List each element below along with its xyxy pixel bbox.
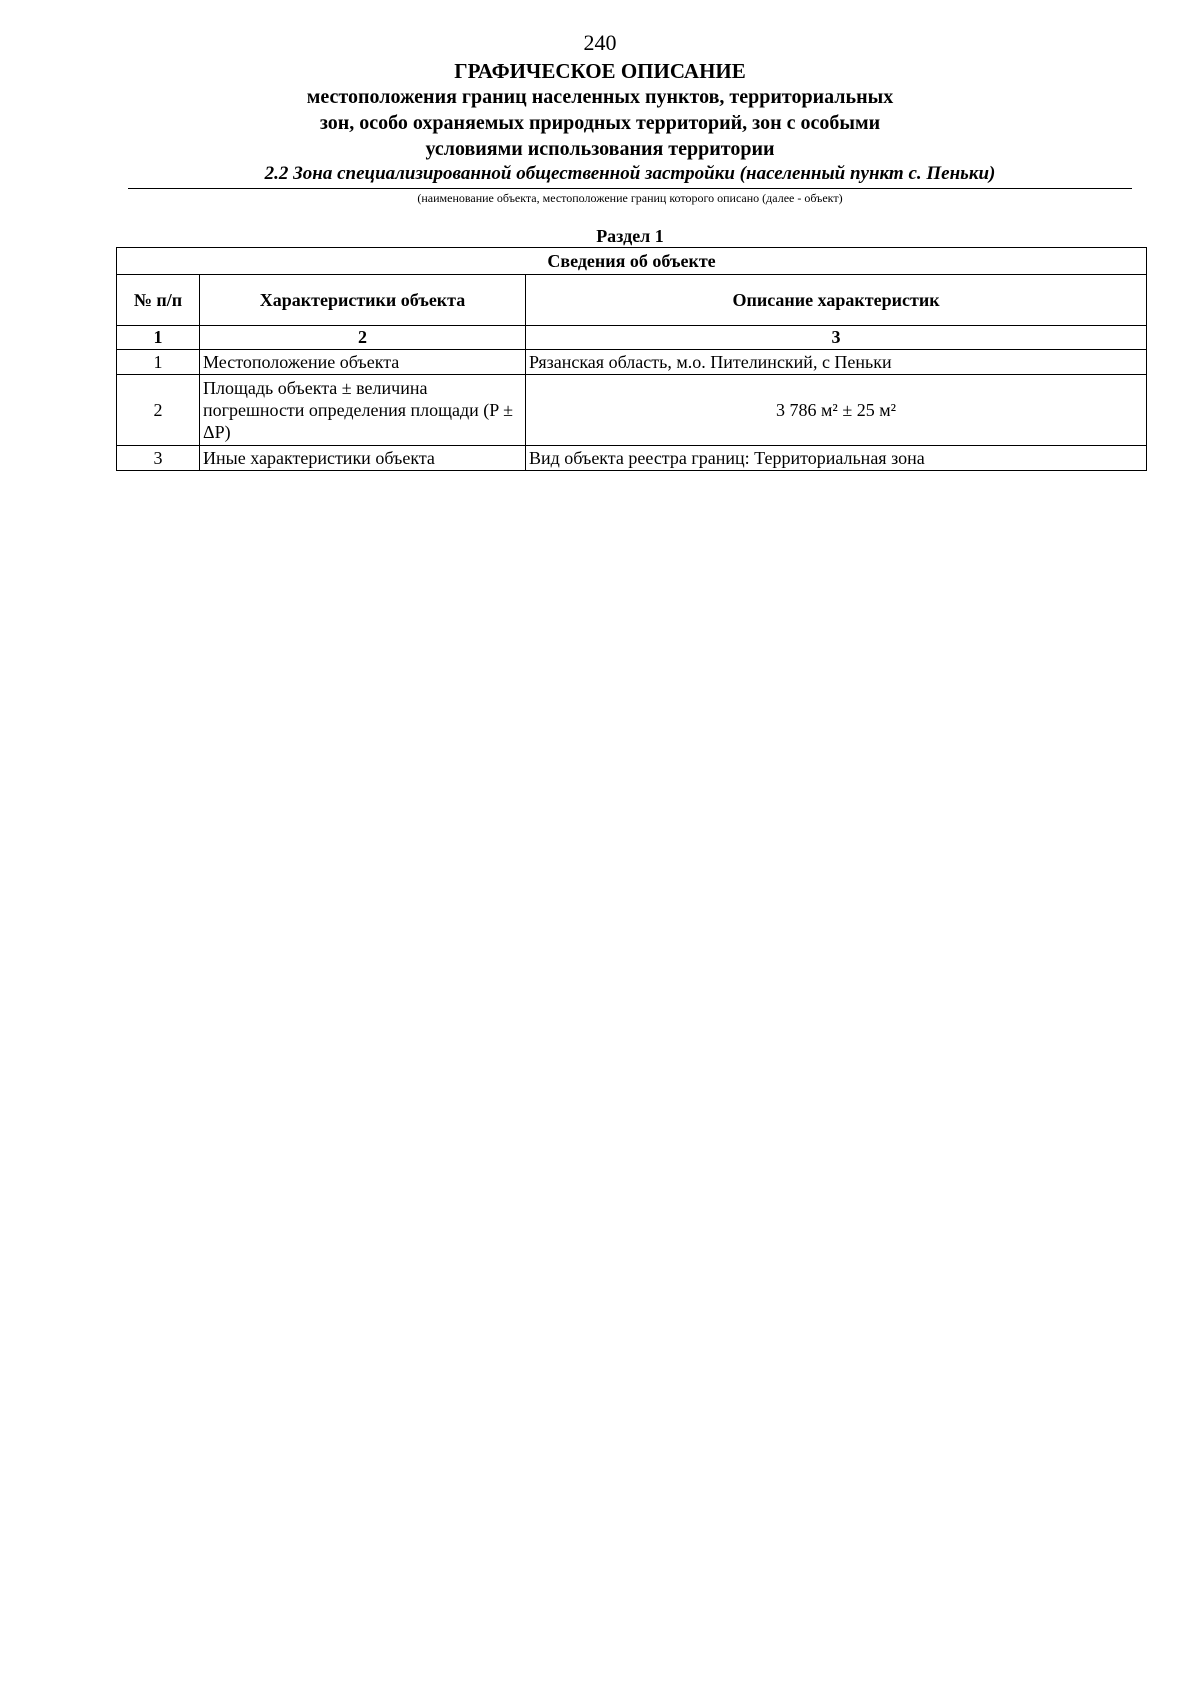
object-name-underline [128,188,1132,189]
section-title: Раздел 1 [596,226,664,246]
row-number: 1 [117,350,200,375]
row-description: Рязанская область, м.о. Пителинский, с Пеньки [526,350,1147,375]
header-characteristic: Характеристики объекта [200,275,526,326]
subtitle-line: зон, особо охраняемых природных территорий, зон с особыми [319,112,881,134]
table-caption: Сведения об объекте [117,248,1147,275]
object-name-caption: (наименование объекта, местоположение границ которого описано (далее - объект) [417,191,843,205]
row-description: 3 786 м² ± 25 м² [526,375,1147,446]
table-row [117,375,1147,446]
header-description: Описание характеристик [526,275,1147,326]
column-number: 1 [117,326,200,350]
column-number: 2 [200,326,526,350]
table-row [117,350,1147,375]
page-number: 240 [583,30,617,55]
row-number: 2 [117,375,200,446]
table-row [117,446,1147,471]
row-number: 3 [117,446,200,471]
column-number-row [117,326,1147,350]
object-name: 2.2 Зона специализированной общественной застройки (населенный пункт с. Пеньки) [264,163,996,184]
document-title: ГРАФИЧЕСКОЕ ОПИСАНИЕ [454,59,746,83]
document-subtitle [100,84,1100,162]
row-characteristic: Местоположение объекта [200,350,526,375]
column-number: 3 [526,326,1147,350]
table-caption-row [117,248,1147,275]
row-description: Вид объекта реестра границ: Территориальная зона [526,446,1147,471]
table-header-row [117,275,1147,326]
row-characteristic: Площадь объекта ± величина погрешности определения площади (P ± ΔP) [200,375,526,446]
subtitle-line: условиями использования территории [425,138,775,160]
subtitle-line: местоположения границ населенных пунктов, территориальных [306,86,894,108]
row-characteristic: Иные характеристики объекта [200,446,526,471]
header-no: № п/п [117,275,200,326]
object-info-table [116,247,1147,471]
